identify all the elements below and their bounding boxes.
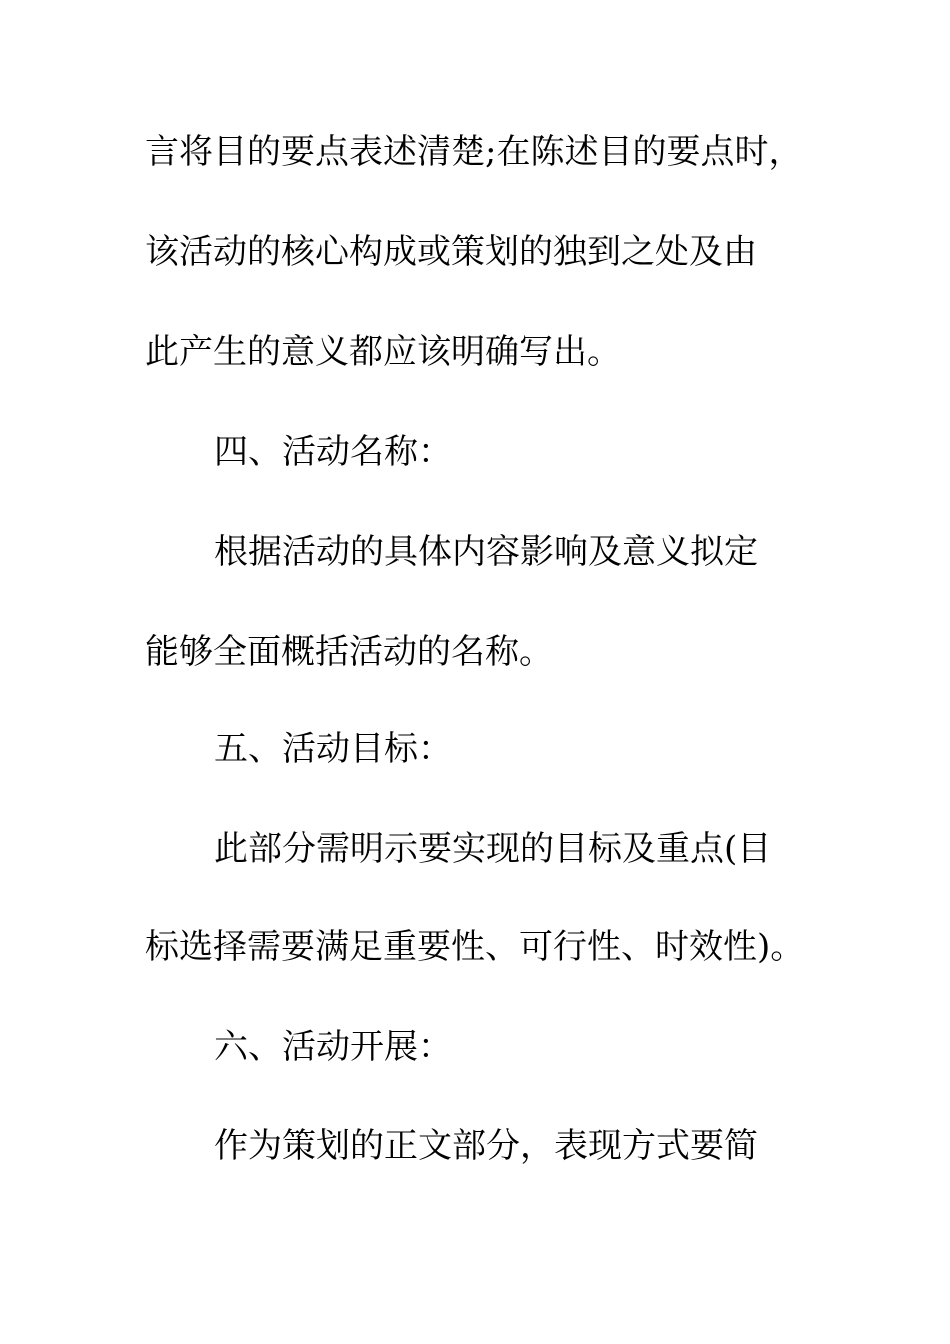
section-heading-activity-execution: 六、活动开展： <box>214 1027 452 1067</box>
paragraph-line-3: 此产生的意义都应该明确写出。 <box>145 332 621 372</box>
paragraph-line-2: 该活动的核心构成或策划的独到之处及由 <box>145 232 757 272</box>
paragraph-line-8: 此部分需明示要实现的目标及重点(目 <box>214 829 772 869</box>
paragraph-line-6: 能够全面概括活动的名称。 <box>145 632 553 672</box>
paragraph-line-11: 作为策划的正文部分，表现方式要简 <box>214 1126 758 1166</box>
section-heading-activity-goal: 五、活动目标： <box>214 729 452 769</box>
section-heading-activity-name: 四、活动名称： <box>214 432 452 472</box>
paragraph-line-5: 根据活动的具体内容影响及意义拟定 <box>214 532 758 572</box>
paragraph-line-9: 标选择需要满足重要性、可行性、时效性)。 <box>145 927 805 967</box>
paragraph-line-1: 言将目的要点表述清楚;在陈述目的要点时， <box>145 132 803 172</box>
